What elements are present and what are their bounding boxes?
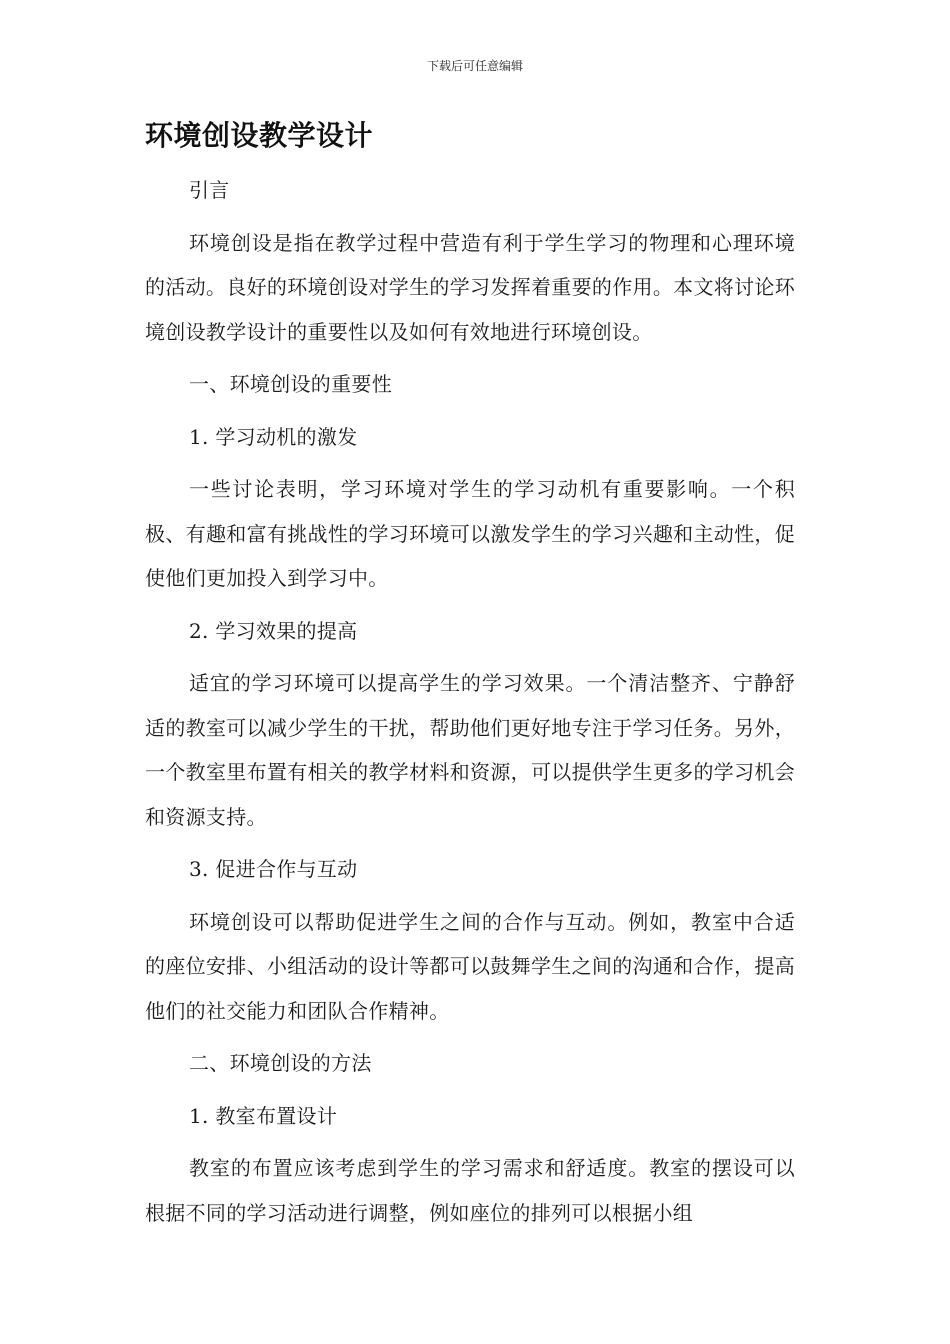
paragraph-motivation: 一些讨论表明，学习环境对学生的学习动机有重要影响。一个积极、有趣和富有挑战性的学习环境可以激发学生的学习兴趣和主动性，促使他们更加投入到学习中。 xyxy=(145,477,795,590)
section-heading-methods: 二、环境创设的方法 xyxy=(189,1051,372,1075)
subheading-motivation: 1. 学习动机的激发 xyxy=(189,424,358,449)
subheading-effect: 2. 学习效果的提高 xyxy=(189,618,358,643)
page-header: 下载后可任意编辑 xyxy=(426,59,523,73)
paragraph-classroom-layout: 教室的布置应该考虑到学生的学习需求和舒适度。教室的摆设可以根据不同的学习活动进行调整，例如座位的排列可以根据小组 xyxy=(145,1156,795,1225)
section-intro-heading: 引言 xyxy=(189,178,230,202)
subheading-classroom-layout: 1. 教室布置设计 xyxy=(189,1103,338,1128)
paragraph-cooperation: 环境创设可以帮助促进学生之间的合作与互动。例如，教室中合适的座位安排、小组活动的设计等都可以鼓舞学生之间的沟通和合作，提高他们的社交能力和团队合作精神。 xyxy=(145,909,795,1023)
paragraph-intro: 环境创设是指在教学过程中营造有利于学生学习的物理和心理环境的活动。良好的环境创设对学生的学习发挥着重要的作用。本文将讨论环境创设教学设计的重要性以及如何有效地进行环境创设。 xyxy=(145,230,795,344)
section-heading-importance: 一、环境创设的重要性 xyxy=(189,372,392,396)
document-body xyxy=(145,168,795,1235)
paragraph-effect: 适宜的学习环境可以提高学生的学习效果。一个清洁整齐、宁静舒适的教室可以减少学生的干扰，帮助他们更好地专注于学习任务。另外，一个教室里布置有相关的教学材料和资源，可以提供学生更多的学习机会和资源支持。 xyxy=(145,671,795,829)
document-title: 环境创设教学设计 xyxy=(145,119,374,152)
subheading-cooperation: 3. 促进合作与互动 xyxy=(189,857,358,881)
